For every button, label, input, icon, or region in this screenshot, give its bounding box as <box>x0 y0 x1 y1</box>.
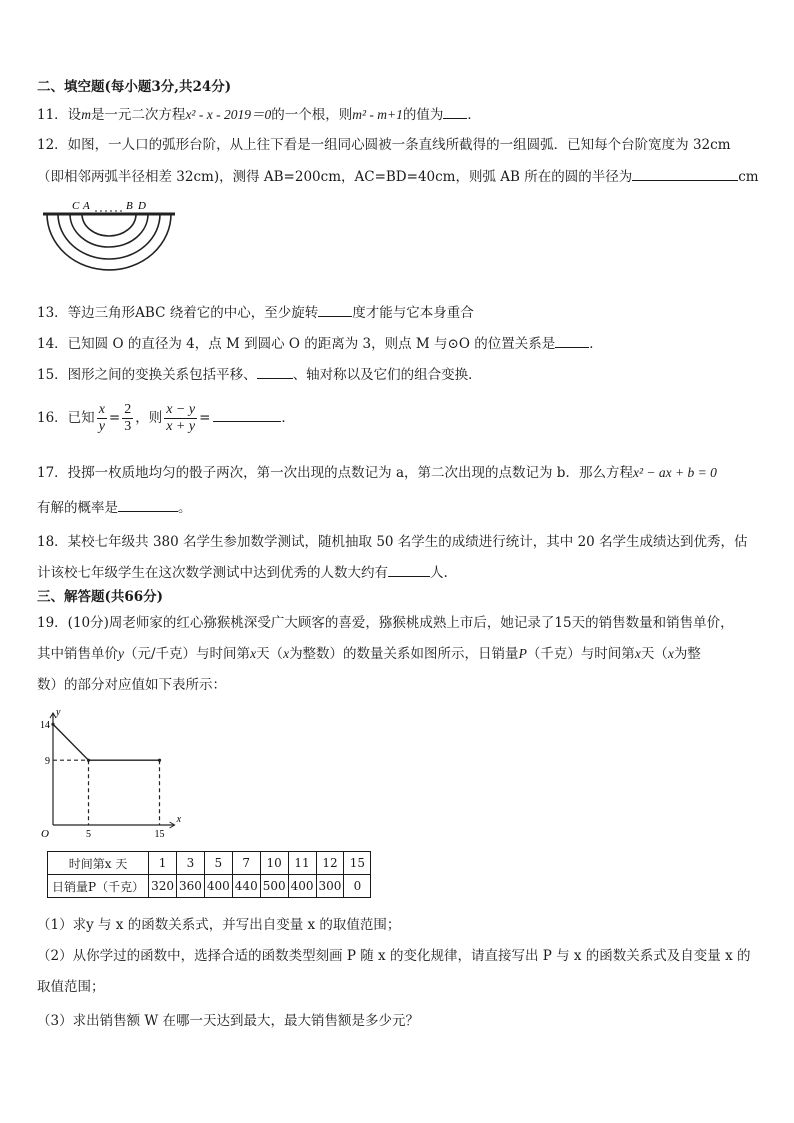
q19-l2-a: 其中销售单价 <box>37 646 118 662</box>
q17-equation: x² − ax + b = 0 <box>632 465 717 480</box>
table-row-time <box>48 852 371 875</box>
q11-expression: m² - m+1 <box>352 107 403 122</box>
series-line-y <box>53 724 160 760</box>
data-point <box>87 759 90 762</box>
q16-equals-2: = <box>199 410 211 426</box>
table-cell: 5 <box>204 852 232 875</box>
question-15 <box>37 365 482 384</box>
fraction-x-over-y <box>97 402 107 435</box>
question-18-line-1: 18．某校七年级共 380 名学生参加数学测试，随机抽取 50 名学生的成绩进行统计，其中 20 名学生成绩达到优秀，估 <box>37 534 748 550</box>
label-a: A <box>83 200 90 212</box>
table-cell: 300 <box>316 875 344 898</box>
label-c: C <box>72 200 80 212</box>
q12-text: （即相邻两弧半径相差 32cm)，测得 AB=200cm，AC=BD=40cm，则弧 AB 所在的圆的半径为 <box>37 169 633 185</box>
question-13 <box>37 303 474 322</box>
q16-equals-1: = <box>108 410 121 426</box>
q17-text: 17．投掷一枚质地均匀的骰子两次，第一次出现的点数记为 a，第二次出现的点数记为 b．那么方程 <box>37 465 633 481</box>
table-cell: 11 <box>288 852 316 875</box>
section-3-title: 三、解答题(共66分) <box>37 589 164 605</box>
q15-text-2: 、轴对称以及它们的组合变换． <box>292 367 482 383</box>
table-cell: 12 <box>316 852 344 875</box>
y-tick-label: 9 <box>45 756 50 768</box>
table-cell: 400 <box>288 875 316 898</box>
table-cell: 0 <box>344 875 371 898</box>
q17-end: 。 <box>178 500 192 516</box>
arc-steps-figure <box>40 198 180 278</box>
x-axis-label: x <box>176 814 182 825</box>
q19-l2-d: 为整数）的数量关系如图所示，日销量 <box>289 646 519 662</box>
table-cell: 440 <box>232 875 260 898</box>
q18-text: 计该校七年级学生在这次数学测试中达到优秀的人数大约有 <box>37 565 388 581</box>
q11-text-3: 的一个根，则 <box>271 107 353 123</box>
label-d: D <box>138 200 146 212</box>
table-cell: 500 <box>260 875 288 898</box>
q15-text-1: 15．图形之间的变换关系包括平移、 <box>37 367 257 383</box>
table-row-sales <box>48 875 371 898</box>
q13-text-2: 度才能与它本身重合 <box>352 305 474 321</box>
q16-end: ． <box>281 410 295 426</box>
q11-equation: x² - x - 2019＝0 <box>185 107 272 122</box>
question-19-line-3: 数）的部分对应值如下表所示： <box>37 677 226 693</box>
question-19-line-1 <box>37 614 734 632</box>
q18-answer-blank[interactable] <box>388 563 430 577</box>
table-cell: 320 <box>149 875 177 898</box>
q14-text: 14．已知圆 O 的直径为 4，点 M 到圆心 O 的距离为 3，则点 M 与⊙O 的位置关系是 <box>37 336 556 352</box>
question-19-part-1: （1）求y 与 x 的函数关系式，并写出自变量 x 的取值范围； <box>37 917 401 933</box>
table-cell: 15 <box>344 852 371 875</box>
table-header-sales: 日销量P（千克） <box>48 875 149 898</box>
section-2-title: 二、填空题(每小题3分,共24分) <box>37 79 232 95</box>
frac3-denominator: x + y <box>166 419 196 434</box>
table-header-time: 时间第x 天 <box>48 852 149 875</box>
q18-end: 人. <box>430 565 448 581</box>
data-point <box>51 723 54 726</box>
question-18-line-2 <box>37 563 448 582</box>
x-tick-label: 5 <box>86 829 91 840</box>
q17-text-2: 有解的概率是 <box>37 500 118 516</box>
table-cell: 10 <box>260 852 288 875</box>
q13-answer-blank[interactable] <box>318 303 352 317</box>
origin-label: O <box>41 828 49 840</box>
sales-table <box>47 851 371 898</box>
q11-answer-blank[interactable] <box>443 105 467 119</box>
q19-l2-f: 天（ <box>640 646 668 662</box>
q15-answer-blank[interactable] <box>257 365 293 379</box>
q19-var-x2: x <box>283 646 290 661</box>
question-11 <box>37 105 481 124</box>
q12-answer-blank[interactable] <box>632 167 738 181</box>
q19-var-x: x <box>250 646 257 661</box>
question-16 <box>37 400 295 436</box>
arc-2 <box>70 214 148 247</box>
price-chart <box>30 700 220 840</box>
y-axis-label: y <box>56 707 61 718</box>
frac3-numerator: x − y <box>166 402 196 417</box>
table-cell: 3 <box>176 852 204 875</box>
frac2-denominator: 3 <box>124 419 132 434</box>
q11-text-2: 是一元二次方程 <box>90 107 186 123</box>
y-tick-label: 14 <box>40 720 50 732</box>
q19-l2-c: 天（ <box>256 646 284 662</box>
question-14 <box>37 334 603 353</box>
x-tick-label: 15 <box>154 829 165 840</box>
q19-l2-b: （元/千克）与时间第 <box>124 646 251 662</box>
question-19-line-2 <box>37 645 701 663</box>
question-19-part-3: （3）求出销售额 W 在哪一天达到最大，最大销售额是多少元？ <box>37 1013 420 1029</box>
q16-answer-blank[interactable] <box>213 408 281 422</box>
question-19-part-2-line-2: 取值范围； <box>37 979 105 995</box>
q11-text-4: 的值为 <box>402 107 444 123</box>
data-point <box>158 759 161 762</box>
table-cell: 1 <box>149 852 177 875</box>
q11-end: ． <box>467 107 481 123</box>
q16-text-1: 16．已知 <box>37 410 95 426</box>
q19-var-x3: x <box>634 646 641 661</box>
fraction-diff-over-sum <box>164 402 197 435</box>
q19-text-1: 19．(10分)周老师家的红心猕猴桃深受广大顾客的喜爱，猕猴桃成熟上市后，她记录了 <box>37 615 555 631</box>
question-12-line-1: 12．如图，一人口的弧形台阶，从上往下看是一组同心圆被一条直线所截得的一组圆弧．已知每个台阶宽度为 32cm <box>37 137 731 153</box>
question-12-line-2 <box>37 167 759 186</box>
frac1-numerator: x <box>98 402 105 417</box>
label-b: B <box>126 200 133 212</box>
arc-1 <box>82 214 136 236</box>
q11-var-m: m <box>81 107 91 122</box>
q11-text-1: 11．设 <box>37 107 82 123</box>
frac2-numerator: 2 <box>124 402 132 417</box>
frac1-denominator: y <box>98 419 105 434</box>
q19-days: 15 <box>554 615 572 631</box>
table-cell: 400 <box>204 875 232 898</box>
question-17-line-1 <box>37 464 717 482</box>
q19-var-x4: x <box>667 646 674 661</box>
q13-text-1: 13．等边三角形ABC 绕着它的中心，至少旋转 <box>37 305 319 321</box>
q17-answer-blank[interactable] <box>118 498 178 512</box>
fraction-2-over-3 <box>122 402 133 435</box>
q14-answer-blank[interactable] <box>555 334 589 348</box>
q12-unit: cm <box>738 169 759 185</box>
arc-4 <box>47 214 171 270</box>
q19-var-p: P <box>518 646 527 661</box>
q14-end: ． <box>589 336 603 352</box>
q19-l2-g: 为整 <box>673 646 701 662</box>
question-19-part-2-line-1: （2）从你学过的函数中，选择合适的函数类型刻画 P 随 x 的变化规律，请直接写出 P 与 x 的函数关系式及自变量 x 的 <box>37 948 751 964</box>
q19-var-y: y <box>118 646 124 661</box>
table-cell: 360 <box>176 875 204 898</box>
question-17-line-2 <box>37 498 192 517</box>
q16-text-2: ，则 <box>135 410 163 426</box>
q19-l2-e: （千克）与时间第 <box>526 646 635 662</box>
table-cell: 7 <box>232 852 260 875</box>
q19-text-2: 天的销售数量和销售单价， <box>571 615 734 631</box>
